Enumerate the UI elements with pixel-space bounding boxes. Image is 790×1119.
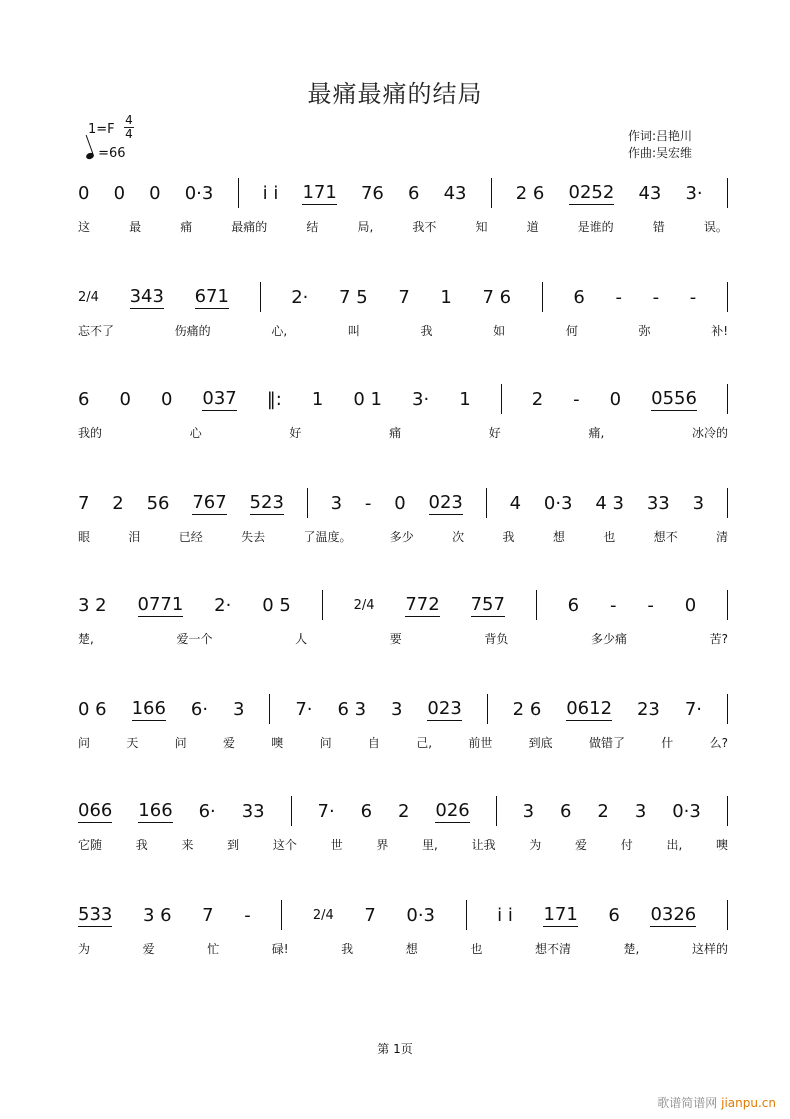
- lyric: 想: [405, 942, 418, 956]
- lyrics-line: [78, 836, 728, 853]
- note: 0: [113, 182, 126, 204]
- score-row: [0, 282, 790, 392]
- note: 2 6: [512, 698, 542, 720]
- bar-line: [727, 488, 728, 518]
- lyric: 痛,: [588, 426, 605, 440]
- note: 3: [233, 698, 245, 720]
- note: 3·: [685, 182, 703, 204]
- lyrics-line: [78, 734, 728, 751]
- lyric: 是谁的: [577, 220, 614, 234]
- lyric: 叫: [347, 324, 360, 338]
- note: 3 6: [142, 904, 172, 926]
- bar-line: [542, 282, 543, 312]
- watermark-site: jianpu.cn: [721, 1096, 776, 1110]
- bar-line: [727, 384, 728, 414]
- note: -: [364, 492, 372, 514]
- lyrics-line: [78, 424, 728, 441]
- note: 0252: [568, 181, 615, 203]
- lyric: 想不清: [534, 942, 571, 956]
- score-row: [0, 178, 790, 288]
- bar-line: [487, 694, 488, 724]
- lyric: 要: [389, 632, 402, 646]
- lyrics-line: [78, 322, 728, 339]
- note: 2/4: [312, 907, 334, 923]
- lyric: 泪: [128, 530, 141, 544]
- tempo-value: =66: [98, 146, 126, 161]
- lyric: 好: [289, 426, 302, 440]
- note: 7·: [317, 800, 335, 822]
- notes-line: [78, 796, 728, 826]
- lyric: 做错了: [588, 736, 625, 750]
- bar-line: [466, 900, 467, 930]
- score-row: [0, 694, 790, 804]
- note: 7 6: [482, 286, 512, 308]
- note: -: [615, 286, 623, 308]
- note: i i: [497, 904, 513, 926]
- note: 6: [78, 388, 90, 410]
- note: 6 3: [337, 698, 367, 720]
- bar-line: [486, 488, 487, 518]
- note: 2·: [291, 286, 309, 308]
- lyric: 让我: [471, 838, 496, 852]
- note: 76: [360, 182, 384, 204]
- notes-line: [78, 488, 728, 518]
- lyric: 问: [174, 736, 187, 750]
- note: 43: [443, 182, 467, 204]
- lyric: 问: [319, 736, 332, 750]
- note: 533: [78, 903, 113, 925]
- lyric: 背负: [484, 632, 509, 646]
- note: 33: [241, 800, 265, 822]
- bar-line: [291, 796, 292, 826]
- note: 0·3: [543, 492, 573, 514]
- lyric: 次: [452, 530, 465, 544]
- lyric: 我不: [412, 220, 437, 234]
- lyric: 也: [470, 942, 483, 956]
- lyric: 苦?: [709, 632, 728, 646]
- lyric: 忘不了: [78, 324, 115, 338]
- lyric: 楚,: [623, 942, 640, 956]
- note: -: [689, 286, 697, 308]
- lyric: 最痛的: [231, 220, 268, 234]
- lyric: 了温度。: [303, 530, 352, 544]
- note: 4: [509, 492, 522, 514]
- bar-line: [727, 900, 728, 930]
- note: 33: [646, 492, 670, 514]
- note: 3 2: [78, 594, 107, 616]
- key-signature: 1=F: [88, 122, 115, 137]
- note: 0·3: [184, 182, 214, 204]
- note: 7: [398, 286, 410, 308]
- lyric: 爱一个: [176, 632, 213, 646]
- note: 166: [131, 697, 166, 719]
- lyric: 前世: [468, 736, 493, 750]
- lyric: 己,: [416, 736, 433, 750]
- note: 6: [567, 594, 580, 616]
- note: 7: [364, 904, 376, 926]
- lyric: 最: [129, 220, 142, 234]
- note: -: [244, 904, 251, 926]
- lyric: 如: [493, 324, 506, 338]
- note: -: [647, 594, 654, 616]
- lyric: 眼: [78, 530, 91, 544]
- note: 2: [398, 800, 410, 822]
- lyric: 弥: [638, 324, 651, 338]
- lyric: 它随: [78, 838, 103, 852]
- note: 0: [684, 594, 697, 616]
- note: 1: [459, 388, 471, 410]
- note: 2: [597, 800, 609, 822]
- lyric: 我的: [78, 426, 103, 440]
- bar-line: [281, 900, 282, 930]
- lyric: 心,: [271, 324, 288, 338]
- lyric: 好: [488, 426, 501, 440]
- bar-line: [727, 282, 728, 312]
- note: 0: [78, 182, 90, 204]
- note: 171: [302, 181, 337, 203]
- lyrics-line: [78, 940, 728, 957]
- lyric: 清: [715, 530, 728, 544]
- lyric: 爱: [222, 736, 235, 750]
- lyric: 何: [565, 324, 578, 338]
- lyric: 里,: [422, 838, 438, 852]
- note: 6: [573, 286, 585, 308]
- note: 066: [78, 799, 113, 821]
- bar-line: [269, 694, 270, 724]
- lyric: 这样的: [691, 942, 728, 956]
- note: 6·: [198, 800, 216, 822]
- note: 671: [194, 285, 229, 307]
- note: 0 6: [78, 698, 107, 720]
- note: 0·3: [406, 904, 436, 926]
- time-signature-bottom: 4: [125, 127, 133, 141]
- note: 023: [428, 491, 463, 513]
- bar-line: [322, 590, 323, 620]
- note: 23: [636, 698, 660, 720]
- note: 767: [192, 491, 227, 513]
- lyric: 出,: [666, 838, 683, 852]
- note: 7: [78, 492, 90, 514]
- lyric: 碌!: [271, 942, 289, 956]
- note: 6: [560, 800, 572, 822]
- note: 0: [394, 492, 406, 514]
- lyric: 楚,: [78, 632, 94, 646]
- note: 0: [609, 388, 622, 410]
- lyric: 局,: [357, 220, 374, 234]
- note: 2/4: [78, 289, 99, 305]
- lyric: 忙: [207, 942, 220, 956]
- page-number: 第 1页: [377, 1042, 413, 1056]
- lyric: 想不: [653, 530, 678, 544]
- lyric: 冰冷的: [691, 426, 728, 440]
- note: 772: [405, 593, 440, 615]
- note: 343: [129, 285, 164, 307]
- credits: [628, 128, 692, 162]
- note: 2: [531, 388, 544, 410]
- note: ‖:: [266, 388, 282, 410]
- watermark-text: 歌谱简谱网: [657, 1096, 718, 1110]
- note: 0: [119, 388, 131, 410]
- note: 0 1: [353, 388, 382, 410]
- note: 7·: [295, 698, 313, 720]
- note: 037: [202, 387, 237, 409]
- bar-line: [491, 178, 492, 208]
- lyric: 心: [189, 426, 202, 440]
- note: 523: [249, 491, 284, 513]
- note: 3: [391, 698, 403, 720]
- lyric: 为: [78, 942, 91, 956]
- lyric: 么?: [709, 736, 728, 750]
- lyric: 知: [475, 220, 488, 234]
- lyric: 想: [552, 530, 565, 544]
- bar-line: [727, 178, 728, 208]
- composer: 作曲:吴宏维: [628, 146, 693, 160]
- lyric: 痛: [180, 220, 193, 234]
- note: 6·: [190, 698, 209, 720]
- note: -: [609, 594, 617, 616]
- bar-line: [307, 488, 308, 518]
- note: 0: [149, 182, 161, 204]
- note: 2·: [214, 594, 232, 616]
- note: 2 6: [515, 182, 545, 204]
- lyric: 自: [367, 736, 380, 750]
- lyrics-line: [78, 218, 728, 235]
- note: 6: [408, 182, 420, 204]
- lyric: 误。: [703, 220, 728, 234]
- notes-line: [78, 384, 728, 414]
- note: 43: [638, 182, 662, 204]
- lyric: 到底: [528, 736, 553, 750]
- note: 6: [608, 904, 620, 926]
- lyric: 我: [135, 838, 148, 852]
- lyric: 世: [330, 838, 343, 852]
- lyric: 已经: [178, 530, 203, 544]
- note: 3·: [412, 388, 430, 410]
- lyric: 天: [126, 736, 139, 750]
- bar-line: [501, 384, 502, 414]
- note: 7 5: [339, 286, 368, 308]
- note: 4 3: [595, 492, 624, 514]
- lyric: 痛: [389, 426, 402, 440]
- bar-line: [727, 590, 728, 620]
- note: -: [652, 286, 660, 308]
- lyric: 补!: [711, 324, 728, 338]
- lyric: 多少痛: [590, 632, 627, 646]
- lyrics-line: [78, 630, 728, 647]
- lyric: 到: [227, 838, 240, 852]
- note: i i: [262, 182, 279, 204]
- note: 0 5: [262, 594, 291, 616]
- lyric: 道: [526, 220, 539, 234]
- lyric: 爱: [575, 838, 588, 852]
- notes-line: [78, 590, 728, 620]
- note: 2: [112, 492, 124, 514]
- time-signature: [124, 114, 134, 141]
- notes-line: [78, 282, 728, 312]
- note: 3: [330, 492, 343, 514]
- note: 0·3: [672, 800, 701, 822]
- lyric: 伤痛的: [174, 324, 211, 338]
- lyric: 我: [420, 324, 433, 338]
- score-row: [0, 590, 790, 700]
- note: 3: [522, 800, 535, 822]
- note: 7: [202, 904, 214, 926]
- lyric: 错: [652, 220, 665, 234]
- note: 2/4: [353, 597, 375, 613]
- tempo-marking: [86, 146, 126, 161]
- note: 6: [360, 800, 373, 822]
- lyric: 为: [529, 838, 542, 852]
- bar-line: [260, 282, 261, 312]
- lyric: 付: [620, 838, 633, 852]
- lyric: 失去: [241, 530, 266, 544]
- note: 56: [146, 492, 170, 514]
- note: 0771: [137, 593, 184, 615]
- note: 0612: [566, 697, 613, 719]
- bar-line: [238, 178, 239, 208]
- note: 026: [435, 799, 470, 821]
- lyric: 这: [78, 220, 91, 234]
- note: 3: [634, 800, 647, 822]
- lyric: 也: [603, 530, 616, 544]
- lyric: 人: [295, 632, 308, 646]
- note: 0326: [650, 903, 697, 925]
- lyric: 界: [376, 838, 389, 852]
- lyrics-line: [78, 528, 728, 545]
- lyric: 来: [181, 838, 194, 852]
- lyric: 结: [306, 220, 319, 234]
- note: 0: [160, 388, 173, 410]
- quarter-note-icon: [85, 152, 95, 160]
- note: 7·: [684, 698, 703, 720]
- note: -: [573, 388, 580, 410]
- lyricist: 作词:吕艳川: [628, 129, 693, 143]
- lyric: 我: [502, 530, 515, 544]
- score-row: [0, 900, 790, 1010]
- note: 1: [440, 286, 452, 308]
- notes-line: [78, 900, 728, 930]
- lyric: 噢: [271, 736, 284, 750]
- lyric: 爱: [142, 942, 155, 956]
- note: 3: [692, 492, 705, 514]
- lyric: 问: [78, 736, 91, 750]
- bar-line: [536, 590, 537, 620]
- bar-line: [727, 796, 728, 826]
- note: 171: [543, 903, 578, 925]
- score-row: [0, 384, 790, 494]
- bar-line: [496, 796, 497, 826]
- lyric: 噢: [715, 838, 728, 852]
- note: 166: [138, 799, 173, 821]
- note: 1: [311, 388, 324, 410]
- score-row: [0, 796, 790, 906]
- notes-line: [78, 178, 728, 208]
- note: 023: [427, 697, 462, 719]
- lyric: 我: [341, 942, 354, 956]
- watermark: [657, 1094, 776, 1111]
- notes-line: [78, 694, 728, 724]
- lyric: 多少: [389, 530, 414, 544]
- note: 0556: [651, 387, 697, 409]
- lyric: 这个: [272, 838, 297, 852]
- lyric: 什: [661, 736, 674, 750]
- score-row: [0, 488, 790, 598]
- time-signature-top: 4: [125, 113, 133, 127]
- bar-line: [727, 694, 728, 724]
- song-title: 最痛最痛的结局: [307, 80, 483, 108]
- note: 757: [470, 593, 505, 615]
